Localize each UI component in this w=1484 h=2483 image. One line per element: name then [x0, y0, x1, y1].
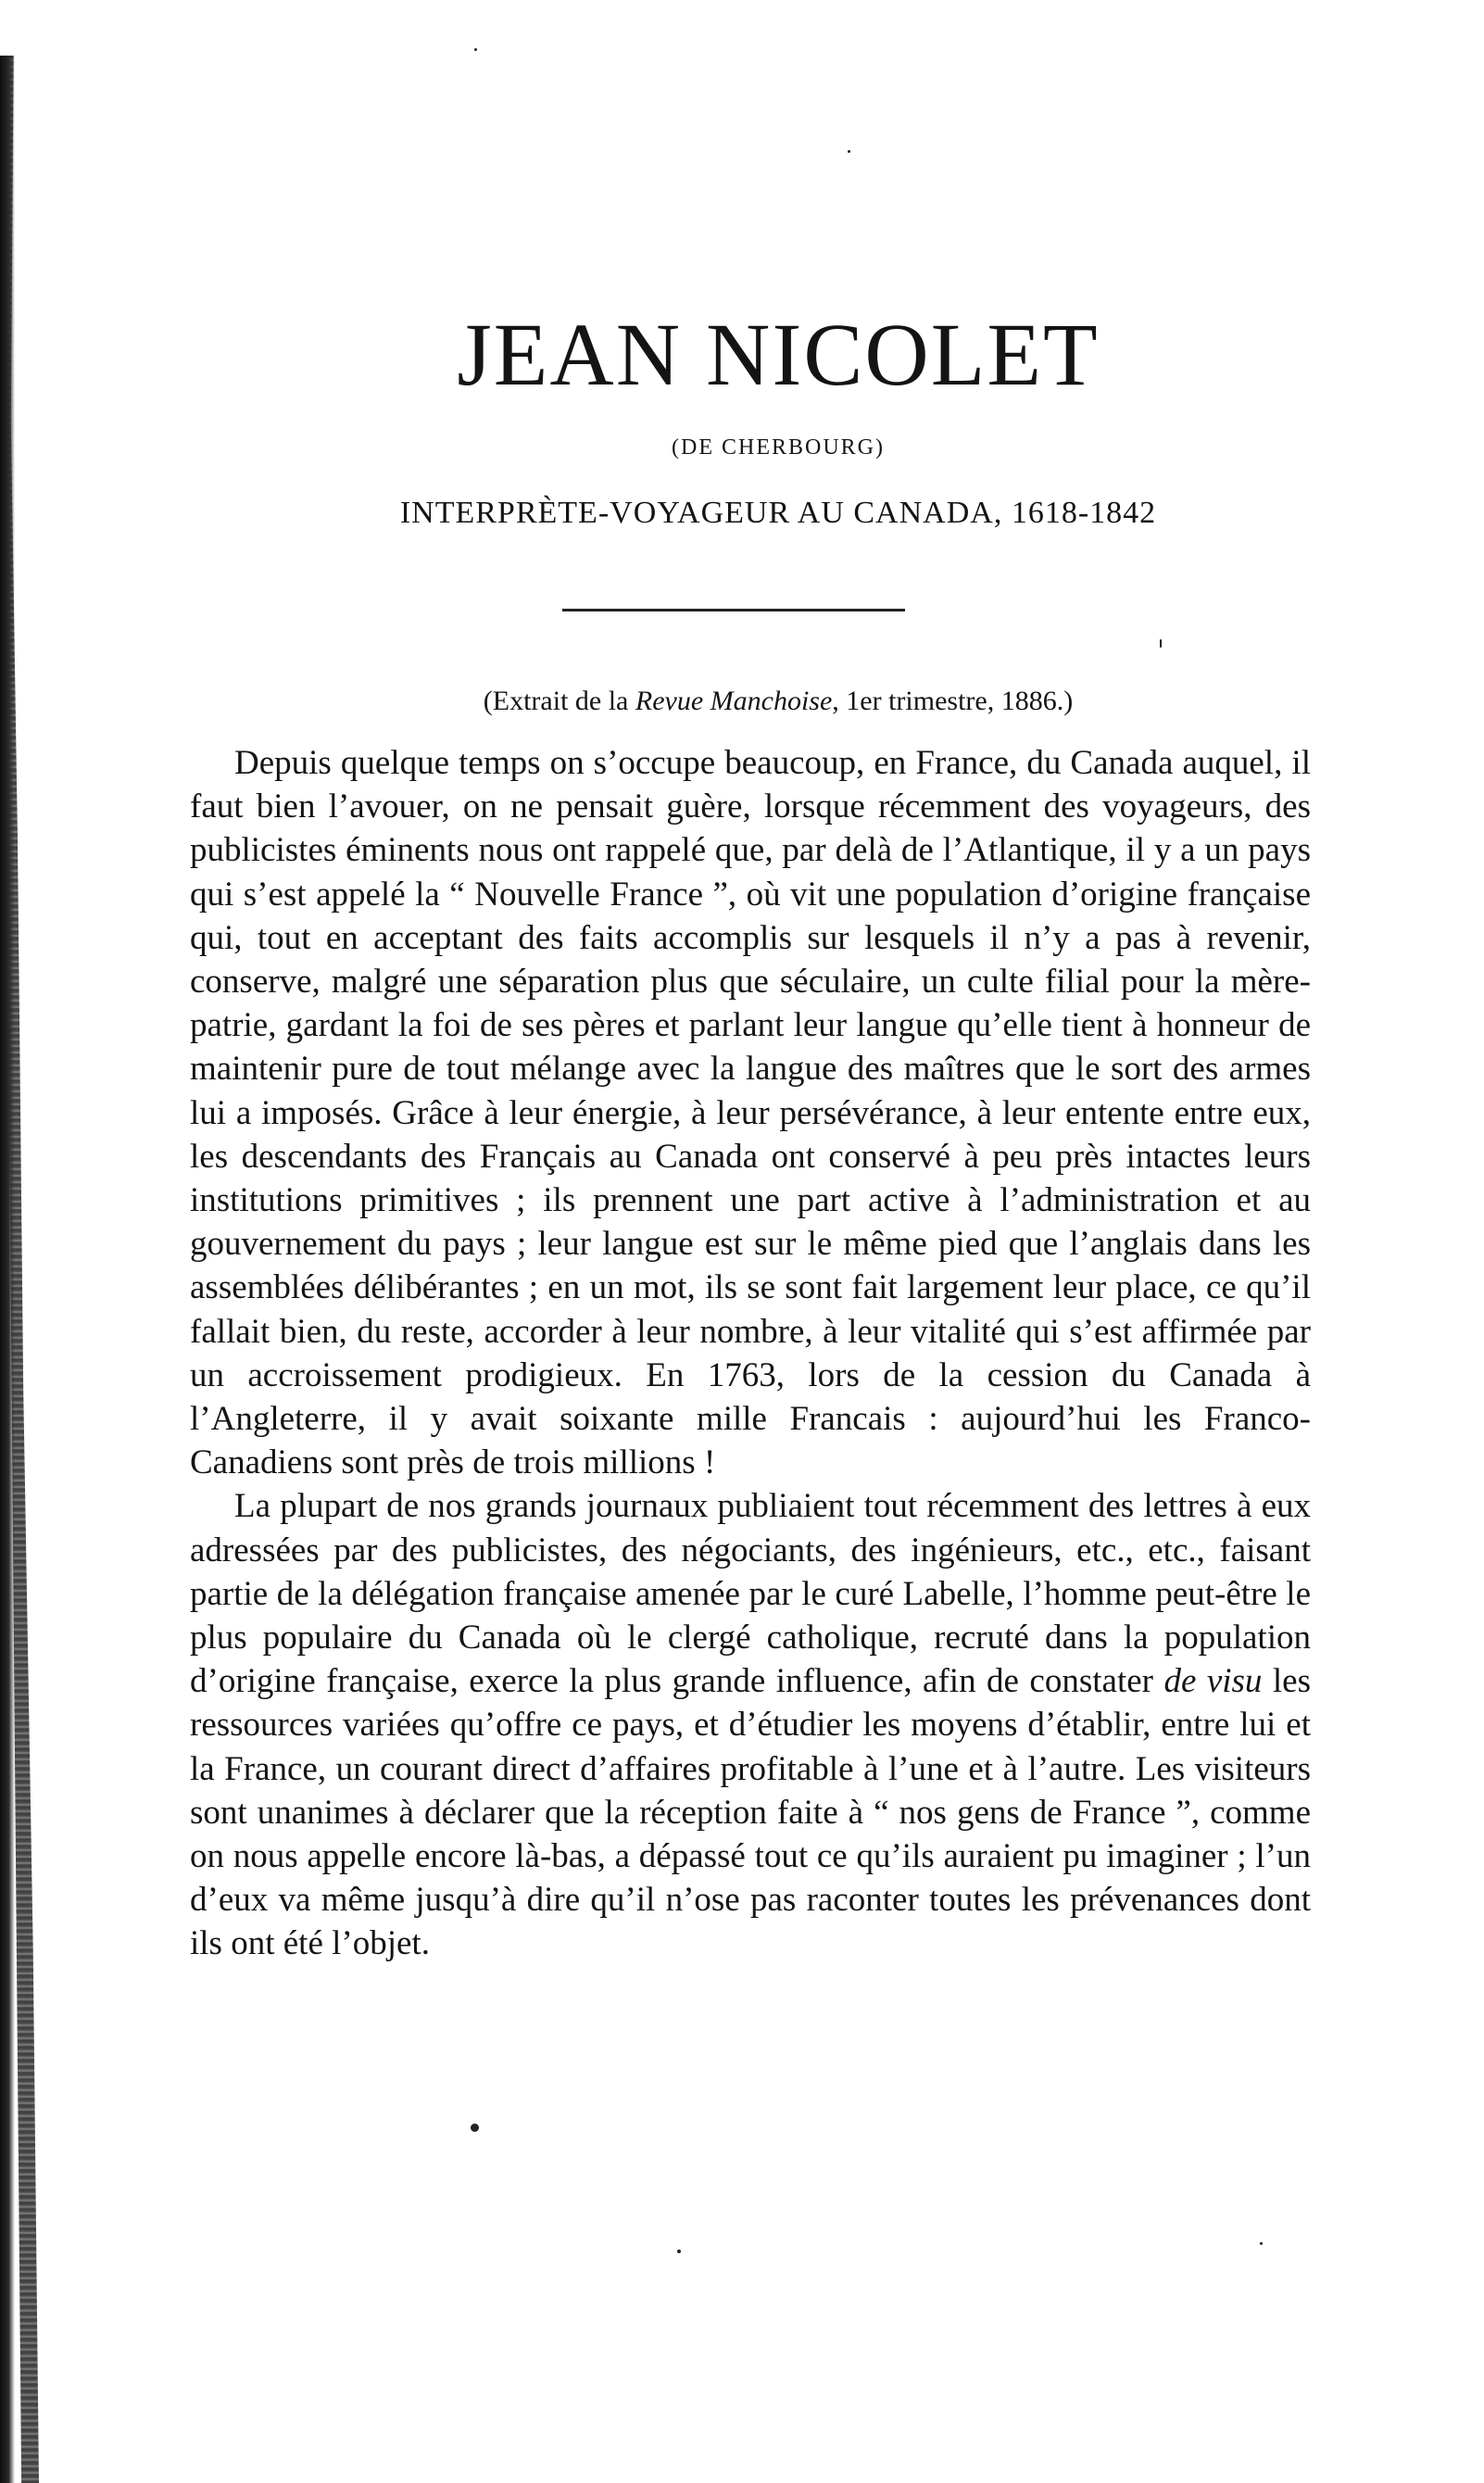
- paragraph-1: Depuis quelque temps on s’occupe beaucoup, en France, du Canada auquel, il faut bien l’avouer, on ne pensait guère, lorsque récemment des voyageurs, des publicistes éminents nous ont rappelé que, par delà de l’Atlantique, il y a un pays qui s’est appelé la “ Nouvelle France ”, où vit une population d’origine française qui, tout en acceptant des faits accomplis sur lesquels il n’y a pas à revenir, conserve, malgré une séparation plus que séculaire, un culte filial pour la mère-patrie, gardant la foi de ses pères et parlant leur langue qu’elle tient à honneur de maintenir pure de tout mélange avec la langue des maîtres que le sort des armes lui a imposés. Grâce à leur énergie, à leur persévérance, à leur entente entre eux, les descendants des Français au Canada ont conservé à peu près intactes leurs institutions primitives ; ils prennent une part active à l’administration et au gouvernement du pays ; leur langue est sur le même pied que l’anglais dans les assemblées délibérantes ; en un mot, ils se sont fait largement leur place, ce qu’il fallait bien, du reste, accorder à leur nombre, à leur vitalité qui s’est affirmée par un accroissement prodigieux. En 1763, lors de la cession du Canada à l’Angleterre, il y avait soixante mille Francais : aujourd’hui les Franco-Canadiens sont près de trois millions !: [190, 744, 1311, 1482]
- binding-edge: [0, 56, 15, 2483]
- paragraph-2-italic: de visu: [1163, 1662, 1263, 1701]
- article-title: JEAN NICOLET: [457, 305, 1100, 404]
- source-note: [185, 686, 1371, 717]
- source-prefix: (Extrait de la: [483, 686, 635, 716]
- article-role: INTERPRÈTE-VOYAGEUR AU CANADA, 1618-1842: [399, 496, 1157, 530]
- source-suffix: , 1er trimestre, 1886.): [832, 686, 1074, 716]
- title-divider: [562, 609, 905, 611]
- article-origin: (DE CHERBOURG): [672, 435, 885, 460]
- source-journal: Revue Manchoise: [635, 686, 833, 716]
- article-body: [190, 741, 1311, 1966]
- paragraph-2-start: La plupart de nos grands journaux publiaient tout récemment des lettres à eux adressées par des publicistes, des négociants, des ingénieurs, etc., etc., faisant partie de la délégation française amenée par le curé Labelle, l’homme peut-être le plus populaire du Canada où le clergé catholique, recruté dans la population d’origine française, exerce la plus grande influence, afin de constater: [190, 1487, 1311, 1701]
- paragraph-2: [190, 1484, 1311, 1965]
- page: [185, 0, 1371, 2483]
- paragraph-2-end: les ressources variées qu’offre ce pays, et d’étudier les moyens d’établir, entre lui et la France, un courant direct d’affaires profitable à l’une et à l’autre. Les visiteurs sont unanimes à déclarer que la réception faite à “ nos gens de France ”, comme on nous appelle encore là-bas, a dépassé tout ce qu’ils auraient pu imaginer ; l’un d’eux va même jusqu’à dire qu’il n’ose pas raconter toutes les prévenances dont ils ont été l’objet.: [190, 1662, 1311, 1963]
